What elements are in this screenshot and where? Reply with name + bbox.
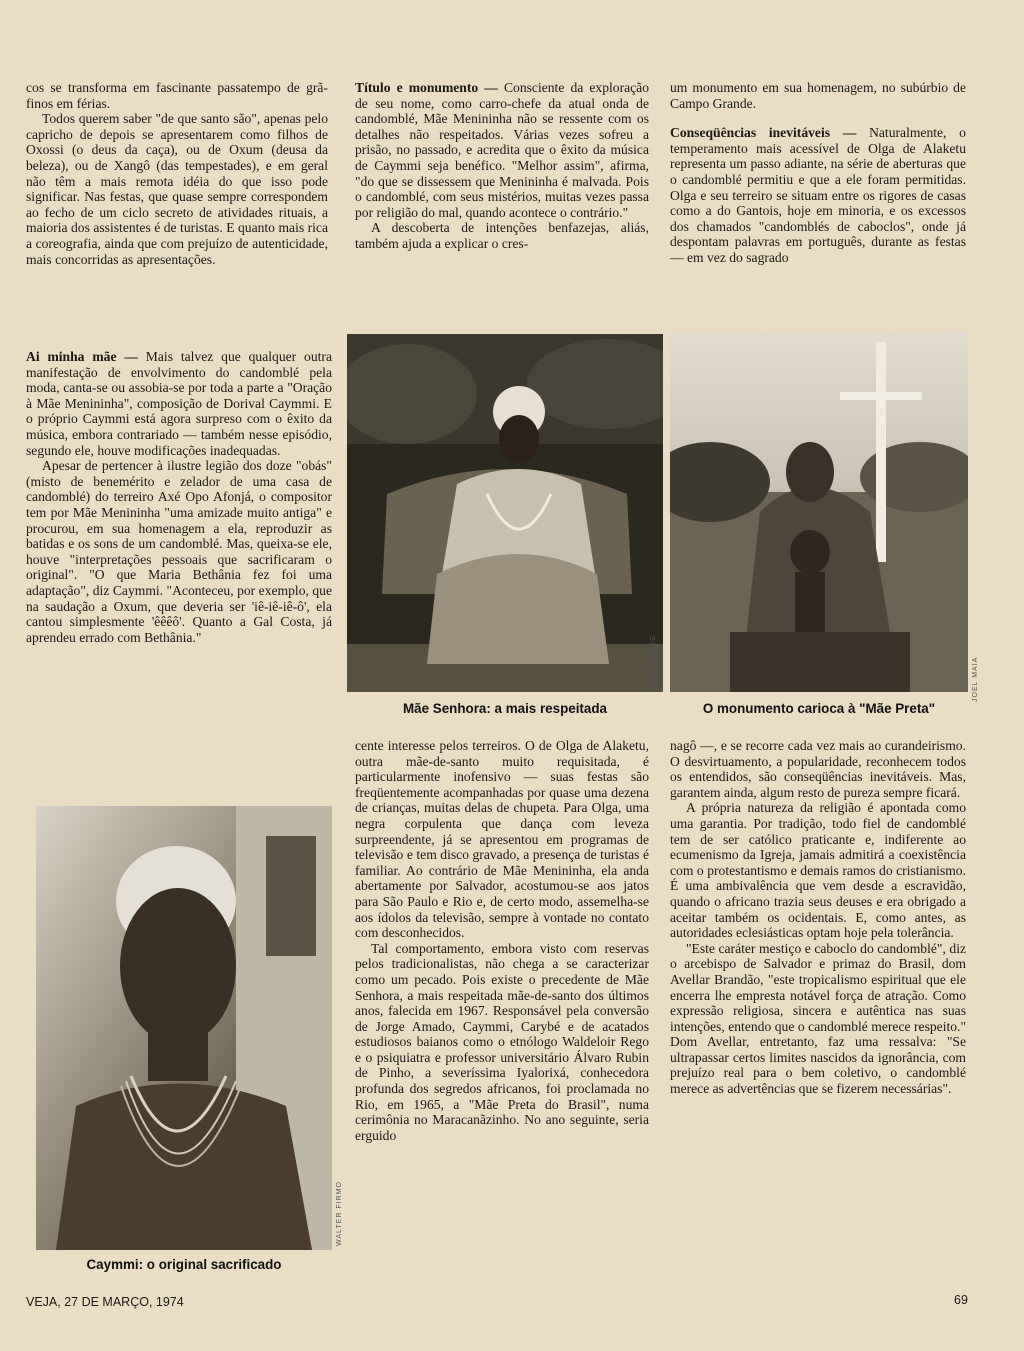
monument-image [670,332,968,692]
mae-senhora-photo [347,334,663,692]
column-3-top [670,80,966,266]
paragraph: cos se transforma em fascinante passatempo de grã-finos em férias. [26,80,328,111]
paragraph: nagô —, e se recorre cada vez mais ao curandeirismo. O desvirtuamento, a popularidade, reconhecem todos os entendidos, são conseqüências inevitáveis. Mas, garantem ainda, algum resto de pureza sempre ficará. [670,738,966,800]
photo-credit: JOEL MAIA [972,656,979,702]
paragraph: "Este caráter mestiço e caboclo do candomblé", diz o arcebispo de Salvador e primaz do Brasil, dom Avellar Brandão, "este tropicalismo espiritual que ele encerra lhe empresta notável força de atração. Como expressão religiosa, sincera e autêntica nas suas intenções, entendo que o candomblé merece respeito." Dom Avellar, entretanto, faz uma ressalva: "Se ultrapassar certos limites nascidos da ignorância, com prejuízo real para o bem coletivo, o candomblé merece as advertências que se fizerem necessárias". [670,940,966,1097]
paragraph: A descoberta de intenções benfazejas, aliás, também ajuda a explicar o cres- [355,220,649,251]
paragraph-text: Mais talvez que qualquer outra manifestação de envolvimento do candomblé pela moda, canta-se ou assobia-se por toda a parte a "Oração à Mãe Menininha", composição de Dorival Caymmi. E o próprio Caymmi está agora surpreso com o êxito da música, embora contrariado — também nesse episódio, segundo ele, houve modificações inadequadas. [26,349,332,458]
column-1-top [26,80,328,267]
column-2-top [355,80,649,252]
monumento-photo [670,332,968,692]
column-1-section [26,349,332,645]
photo-caption: Mãe Senhora: a mais respeitada [403,701,607,716]
section-heading: Ai minha mãe — [26,349,138,364]
column-2-bottom [355,738,649,1143]
portrait-image [36,806,332,1250]
photo-credit: WALTER FIRMO [336,1181,343,1246]
paragraph: cente interesse pelos terreiros. O de Olga de Alaketu, outra mãe-de-santo muito requisitada, é particularmente inofensivo — suas festas são freqüentemente acompanhadas por quase uma dezena de crianças, muitas delas de chupeta. Para Olga, uma negra corpulenta que dança com leveza surpreendente, já se apresentou em programas de televisão e tem disco gravado, a presença de turistas é familiar. Ao contrário de Mãe Menininha, ela anda abertamente por Salvador, acostumou-se aos jatos para São Paulo e Rio e, de certo modo, assemelha-se aos ídolos da televisão, sempre à vontade no contato com desconhecidos. [355,738,649,941]
photo-caption: Caymmi: o original sacrificado [86,1257,282,1272]
paragraph-text: Naturalmente, o temperamento mais acessível de Olga de Alaketu representa um passo adiante, na série de aberturas que o candomblé permitiu e que a ele foram permitidas. Olga e seu terreiro se situam entre os rigores de casas como a do Gantois, hoje em minoria, e os excessos dos chamados "candomblés de caboclos", onde já despontam palavras em português, durante as festas — em vez do sagrado [670,125,966,265]
caymmi-photo [36,806,332,1250]
paragraph: Apesar de pertencer à ilustre legião dos doze "obás" (misto de benemérito e zelador de uma casa de candomblé) do terreiro Axé Opo Afonjá, o compositor tem por Mãe Menininha "uma amizade muito antiga" e procurou, em sua homenagem a ela, reproduzir as batidas e os sons de um candomblé. Mas, queixa-se ele, houve "interpretações pessoais que sacrificaram o original". "O que Maria Bethânia fez foi uma adaptação", diz Caymmi. "Aconteceu, por exemplo, que na saudação a Oxum, que deveria ser 'iê-iê-iê-ô', ela cantou simplesmente 'êêêô'. Quanto a Gal Costa, já aprendeu errado com Bethânia." [26,458,332,645]
section-heading: Título e monumento — [355,80,498,95]
portrait-image [347,334,663,692]
photo-caption: O monumento carioca à "Mãe Preta" [702,701,936,716]
page-number: 69 [954,1293,968,1307]
paragraph: Tal comportamento, embora visto com reservas pelos tradicionalistas, não chega a se caracterizar como um pecado. Pois existe o precedente de Mãe Senhora, a mais respeitada mãe-de-santo dos últimos anos, falecida em 1967. Responsável pela conversão de Jorge Amado, Caymmi, Carybé e de acatados estudiosos baianos como o etnólogo Waldeloir Rego e o psiquiatra e professor universitário Álvaro Rubin de Pinho, a severíssima Iyalorixá, conhecedora profunda dos segredos africanos, foi proclamada no Rio, em 1965, a "Mãe Preta do Brasil", numa cerimônia no Maracanãzinho. No ano seguinte, seria erguido [355,940,649,1143]
paragraph: A própria natureza da religião é apontada como uma garantia. Por tradição, todo fiel de candomblé tem de ser católico praticante e, indiferente ao ecumenismo da Igreja, jamais admitirá a coexistência com o protestantismo e demais ramos do cristianismo. É uma ambivalência que vem desde a escravidão, quando o africano trazia seus deuses e era obrigado a aceitar também os ocidentais. E, como antes, as autoridades eclesiásticas optam hoje pela tolerância. [670,800,966,941]
section-heading: Conseqüências inevitáveis — [670,125,857,141]
paragraph-text: Consciente da exploração de seu nome, como carro-chefe da atual onda de candomblé, Mãe Menininha não se ressente com os detalhes não respeitados. Várias vezes sofreu a prisão, no passado, e acredita que o êxito da música de Caymmi seja benéfico. "Melhor assim", afirma, "do que se dissessem que Menininha é malvada. Pois o candomblé, com seus mistérios, muitas vezes passa por religião do mal, quando acontece o contrário." [355,80,649,220]
issue-line: VEJA, 27 DE MARÇO, 1974 [26,1295,184,1309]
column-3-bottom [670,738,966,1097]
paragraph: Todos querem saber "de que santo são", apenas pelo capricho de depois se apresentarem como filhos de Oxossi (o deus da caça), ou de Oxum (deusa da beleza), ou de Xangô (das tempestades), e em geral não têm a mais remota idéia do que isso pode significar. Nas festas, que quase sempre correspondem ao fecho de um ciclo secreto de atividades rituais, a maioria dos assistentes é de turistas. E quanto mais rica a coreografia, ainda que com prejuízo de autenticidade, mais concorridas as apresentações. [26,111,328,267]
paragraph: um monumento em sua homenagem, no subúrbio de Campo Grande. [670,80,966,111]
photo-credit: ABRIL PRESS [650,635,657,692]
